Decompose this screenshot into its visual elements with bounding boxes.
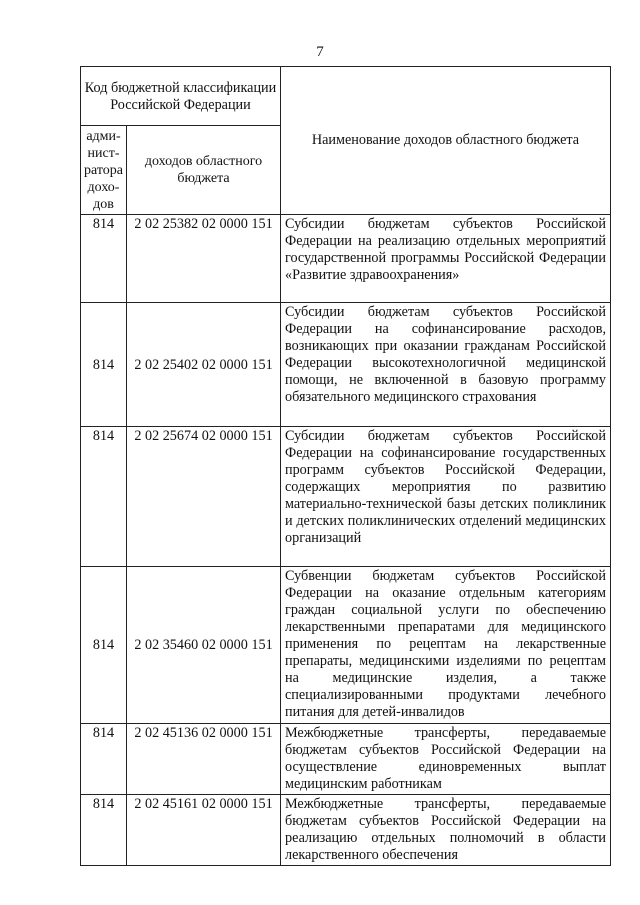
header-income-name: Наименование доходов областного бюджета (281, 67, 611, 215)
budget-income-table (80, 66, 611, 866)
admin-code-cell: 814 (81, 567, 127, 724)
table-row (81, 724, 611, 795)
income-name-cell: Межбюджетные трансферты, передаваемые бюджетам субъектов Российской Федерации на реализацию отдельных полномочий в области лекарственного обеспечения (281, 795, 611, 866)
admin-code-cell: 814 (81, 427, 127, 567)
income-name-cell: Субсидии бюджетам субъектов Российской Федерации на софинансирование расходов, возникающих при оказании гражданам Российской Федерации высокотехнологичной медицинской помощи, не включенной в базовую программу обязательного медицинского страхования (281, 303, 611, 427)
table-header-row-1 (81, 67, 611, 126)
table-row (81, 795, 611, 866)
income-name-cell: Субсидии бюджетам субъектов Российской Федерации на софинансирование государственных программ субъектов Российской Федерации, содержащих мероприятия по развитию материально-технической базы детских поликлиник и детских поликлинических отделений медицинских организаций (281, 427, 611, 567)
income-code-cell: 2 02 25674 02 0000 151 (127, 427, 281, 567)
header-admin-column: адми-нист-ратора дохо-дов (81, 126, 127, 215)
table-row (81, 427, 611, 567)
admin-code-cell: 814 (81, 795, 127, 866)
header-income-code-column: доходов областного бюджета (127, 126, 281, 215)
admin-code-cell: 814 (81, 215, 127, 303)
page-number: 7 (316, 44, 324, 60)
header-budget-classification-code: Код бюджетной классификации Российской Федерации (81, 67, 281, 126)
income-name-cell: Субсидии бюджетам субъектов Российской Федерации на реализацию отдельных мероприятий государственной программы Российской Федерации «Развитие здравоохранения» (281, 215, 611, 303)
income-name-cell: Межбюджетные трансферты, передаваемые бюджетам субъектов Российской Федерации на осуществление единовременных выплат медицинским работникам (281, 724, 611, 795)
admin-code-cell: 814 (81, 724, 127, 795)
income-name-cell: Субвенции бюджетам субъектов Российской Федерации на оказание отдельным категориям граждан социальной услуги по обеспечению лекарственными препаратами для медицинского применения по рецептам на лекарственные препараты, медицинскими изделиями по рецептам на медицинские изделия, а также специализированными продуктами лечебного питания для детей-инвалидов (281, 567, 611, 724)
table-row (81, 303, 611, 427)
income-code-cell: 2 02 35460 02 0000 151 (127, 567, 281, 724)
table-row (81, 215, 611, 303)
income-code-cell: 2 02 45161 02 0000 151 (127, 795, 281, 866)
admin-code-cell: 814 (81, 303, 127, 427)
income-code-cell: 2 02 45136 02 0000 151 (127, 724, 281, 795)
income-code-cell: 2 02 25382 02 0000 151 (127, 215, 281, 303)
table-row (81, 567, 611, 724)
income-code-cell: 2 02 25402 02 0000 151 (127, 303, 281, 427)
